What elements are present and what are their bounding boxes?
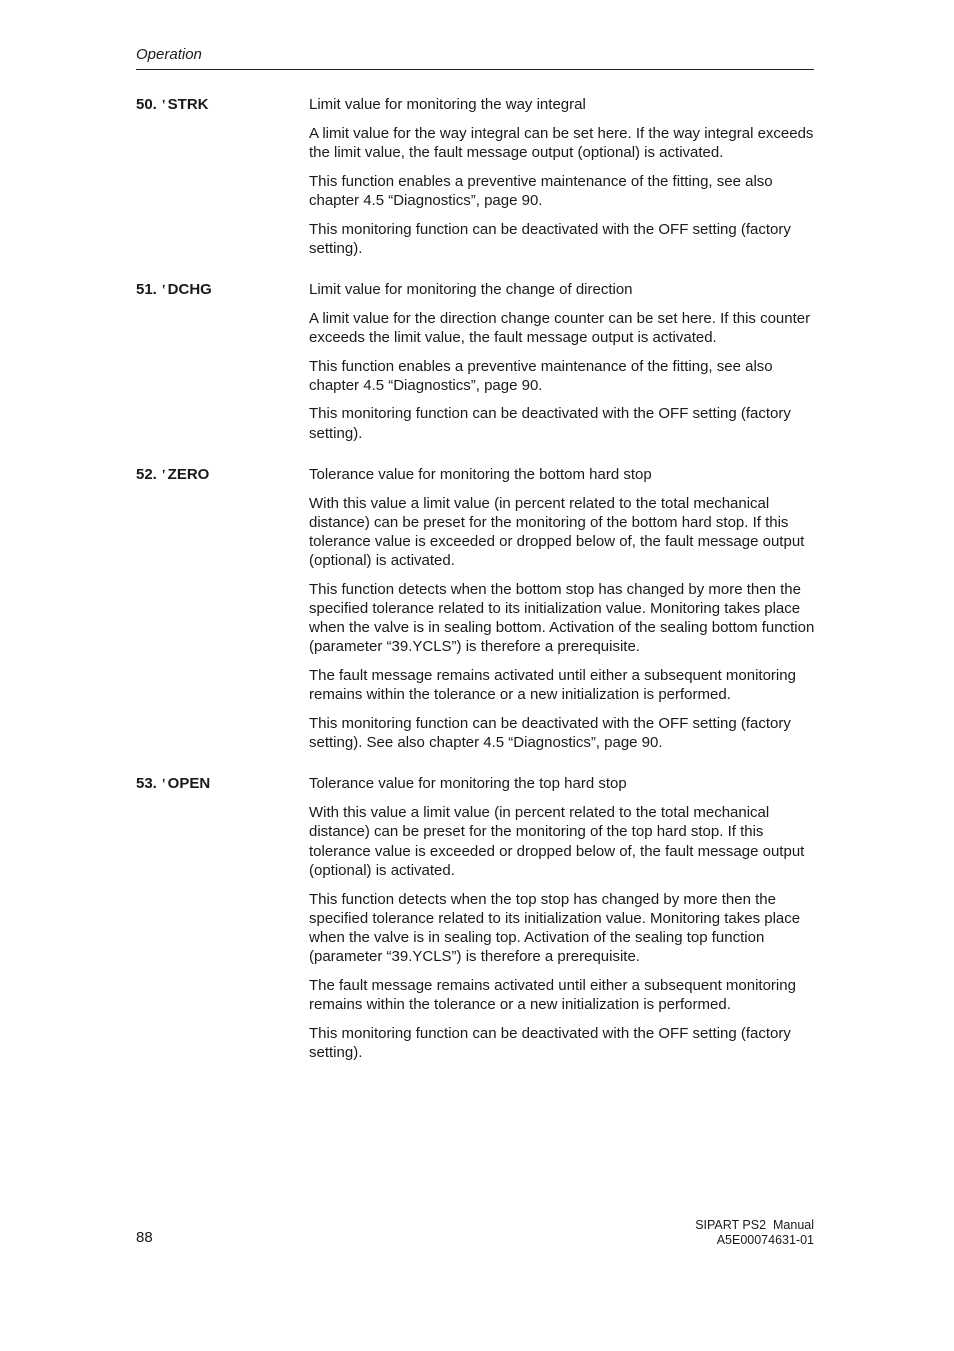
parameter-code: STRK	[167, 96, 209, 113]
parameter-number: 53.	[136, 775, 157, 793]
page-number: 88	[136, 1229, 153, 1246]
limit-symbol-icon: ʽ	[162, 776, 166, 792]
parameter-description	[309, 280, 820, 443]
parameter-description	[309, 465, 820, 753]
parameter-number: 51.	[136, 280, 157, 298]
footer-document-info	[695, 1218, 814, 1248]
limit-symbol-icon: ʽ	[162, 281, 166, 297]
description-paragraph: A limit value for the direction change counter can be set here. If this counter exceeds the limit value, the fault message output is activated.	[309, 309, 811, 346]
parameter-description	[309, 95, 820, 258]
header-rule	[136, 69, 814, 70]
description-paragraph: Tolerance value for monitoring the top hard stop	[309, 775, 627, 793]
parameter-code: ZERO	[167, 465, 210, 483]
description-paragraph: This monitoring function can be deactivated with the OFF setting (factory setting). See also chapter 4.5 “Diagnostics”, page 90.	[309, 715, 791, 752]
description-paragraph: The fault message remains activated until either a subsequent monitoring remains within the tolerance or a new initialization is performed.	[309, 976, 796, 1014]
description-paragraph: With this value a limit value (in percent related to the total mechanical distance) can be preset for the monitoring of the bottom hard stop. If this tolerance value is exceeded or dropped below of, the fault message output (optional) is activated.	[309, 494, 805, 570]
description-paragraph: A limit value for the way integral can be set here. If the way integral exceeds the limit value, the fault message output (optional) is activated.	[309, 124, 814, 161]
description-paragraph: Tolerance value for monitoring the bottom hard stop	[309, 465, 652, 483]
parameter-section-52	[136, 465, 820, 753]
parameter-code: DCHG	[167, 280, 212, 298]
description-paragraph: This function enables a preventive maintenance of the fitting, see also chapter 4.5 “Diagnostics”, page 90.	[309, 172, 773, 209]
parameter-label	[136, 466, 209, 483]
parameter-code: OPEN	[167, 775, 211, 793]
description-paragraph: The fault message remains activated until either a subsequent monitoring remains within the tolerance or a new initialization is performed.	[309, 667, 796, 704]
parameter-section-50	[136, 95, 820, 258]
parameter-label	[136, 96, 209, 113]
description-paragraph: This monitoring function can be deactivated with the OFF setting (factory setting).	[309, 220, 791, 257]
description-paragraph: This monitoring function can be deactivated with the OFF setting (factory setting).	[309, 1024, 791, 1061]
document-body	[136, 95, 820, 1084]
description-paragraph: This function enables a preventive maintenance of the fitting, see also chapter 4.5 “Diagnostics”, page 90.	[309, 357, 773, 394]
description-paragraph: Limit value for monitoring the way integral	[309, 96, 586, 113]
limit-symbol-icon: ʽ	[162, 466, 166, 482]
manual-title: SIPART PS2 Manual	[695, 1218, 814, 1232]
document-id: A5E00074631-01	[716, 1233, 814, 1247]
description-paragraph: This function detects when the top stop has changed by more then the specified tolerance related to its initialization value. Monitoring takes place when the valve is in sealing top. Activation of the sealing top function (parameter “39.YCLS”) is therefore a prerequisite.	[309, 890, 801, 966]
parameter-label	[136, 775, 210, 792]
description-paragraph: With this value a limit value (in percent related to the total mechanical distance) can be preset for the monitoring of the top hard stop. If this tolerance value is exceeded or dropped below of, the fault message output (optional) is activated.	[309, 804, 805, 879]
description-paragraph: This monitoring function can be deactivated with the OFF setting (factory setting).	[309, 405, 791, 442]
running-header: Operation	[136, 46, 202, 63]
limit-symbol-icon: ʽ	[162, 97, 166, 112]
parameter-section-53	[136, 774, 820, 1062]
description-paragraph: This function detects when the bottom stop has changed by more then the specified tolerance related to its initialization value. Monitoring takes place when the valve is in sealing bottom. Activation of the sealing bottom function (parameter “39.YCLS”) is therefore a prerequisite.	[309, 580, 815, 656]
parameter-number: 50.	[136, 96, 157, 113]
parameter-section-51	[136, 280, 820, 443]
parameter-label	[136, 281, 212, 298]
parameter-description	[309, 774, 820, 1062]
description-paragraph: Limit value for monitoring the change of direction	[309, 280, 633, 298]
parameter-number: 52.	[136, 465, 157, 483]
